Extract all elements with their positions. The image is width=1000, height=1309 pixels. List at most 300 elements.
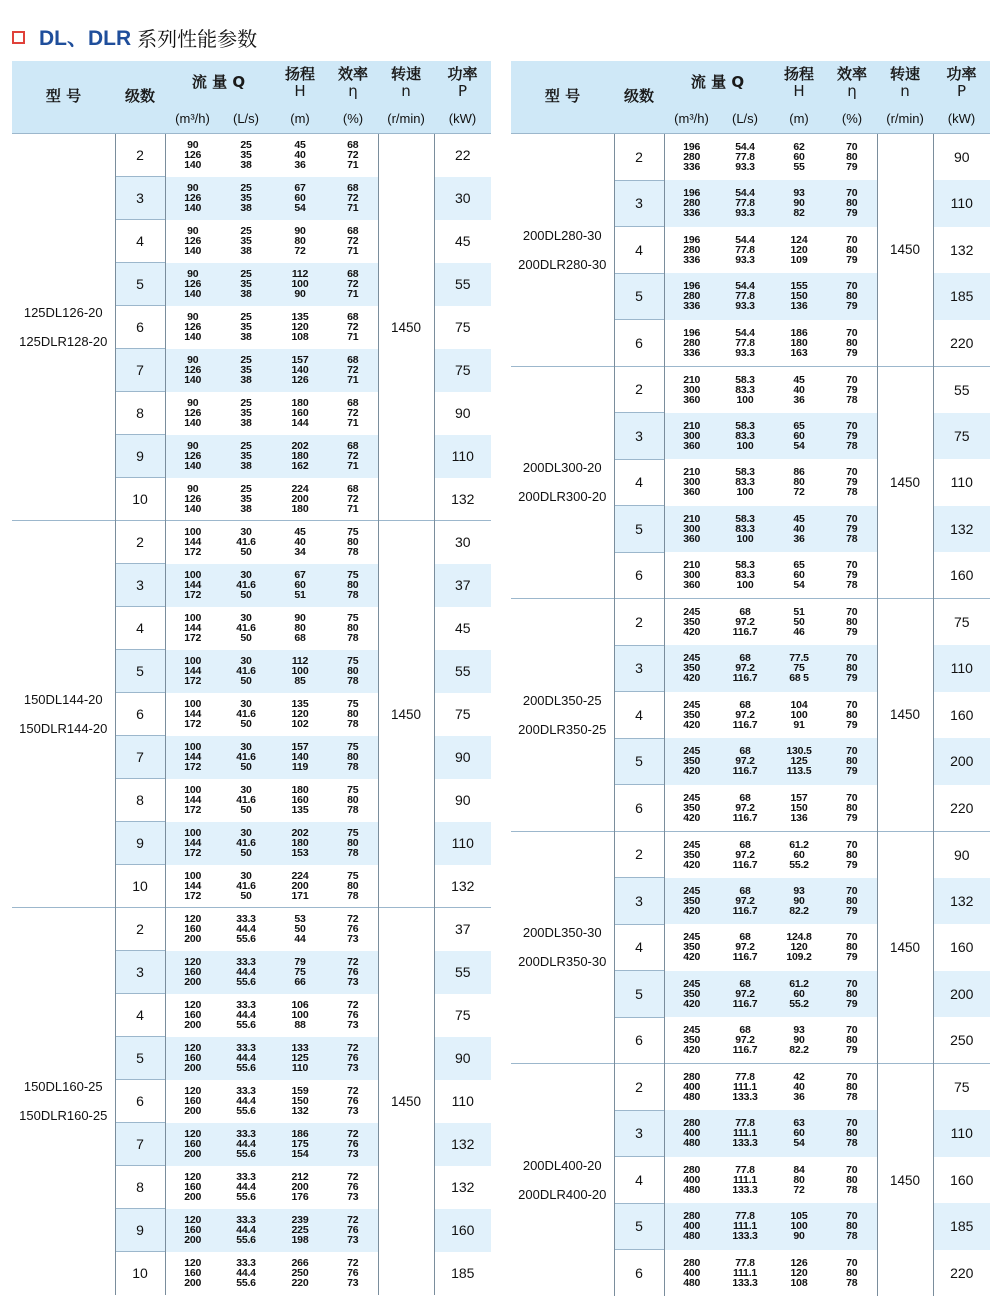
value-line: 79 — [846, 429, 858, 442]
value-line: 350 — [683, 662, 701, 675]
stage-cell: 2 — [115, 521, 165, 564]
value-line: 70 — [846, 326, 858, 339]
value-line: 162 — [291, 460, 309, 472]
value-line: 68 — [739, 1024, 751, 1036]
value-line: 36 — [793, 1091, 805, 1103]
value-line: 33.3 — [236, 956, 256, 968]
value-line: 70 — [846, 1071, 858, 1083]
title-series: DL、DLR — [39, 27, 132, 50]
stage-cell: 6 — [614, 552, 664, 599]
header-power — [434, 61, 491, 105]
value-line: 44.4 — [236, 1095, 256, 1107]
flow-m3h-cell — [165, 349, 220, 392]
value-line: 70 — [846, 1117, 858, 1130]
value-line: 280 — [683, 1071, 701, 1083]
stage-cell: 2 — [115, 908, 165, 951]
power-cell: 90 — [434, 779, 491, 822]
value-line: 68 — [739, 745, 751, 758]
value-line: 210 — [683, 559, 701, 571]
value-line: 350 — [683, 848, 701, 861]
value-line: 78 — [846, 1091, 858, 1103]
value-line: 116.7 — [732, 997, 758, 1010]
value-line: 480 — [683, 1230, 701, 1243]
efficiency-cell — [827, 552, 877, 599]
value-line: 75 — [347, 741, 359, 753]
value-line: 72 — [347, 492, 359, 505]
value-line: 104 — [790, 698, 808, 711]
header-eff-symbol: η — [847, 82, 857, 100]
value-line: 196 — [683, 187, 701, 200]
value-line: 77.8 — [735, 290, 755, 303]
flow-m3h-cell — [165, 177, 220, 220]
value-line: 68 5 — [789, 672, 809, 685]
value-line: 198 — [291, 1234, 309, 1246]
head-cell — [771, 273, 827, 320]
power-cell: 160 — [933, 552, 990, 599]
value-line: 80 — [347, 665, 359, 677]
value-line: 480 — [683, 1091, 701, 1103]
value-line: 75 — [347, 827, 359, 839]
power-cell: 132 — [434, 478, 491, 521]
stage-cell: 7 — [115, 1123, 165, 1166]
head-cell — [771, 1250, 827, 1297]
head-cell — [272, 1166, 328, 1209]
power-cell: 220 — [933, 1250, 990, 1297]
power-cell: 110 — [933, 1110, 990, 1157]
head-cell — [272, 349, 328, 392]
value-line: 76 — [347, 1095, 359, 1107]
flow-ls-cell — [220, 177, 272, 220]
value-line: 72 — [347, 149, 359, 162]
power-cell: 75 — [434, 349, 491, 392]
value-line: 72 — [347, 913, 359, 926]
flow-ls-cell — [220, 693, 272, 736]
flow-ls-cell — [220, 908, 272, 951]
stage-cell: 5 — [614, 738, 664, 785]
flow-m3h-cell — [165, 1166, 220, 1209]
value-line: 78 — [347, 889, 359, 902]
header-head-symbol: H — [793, 82, 805, 100]
value-line: 80 — [846, 1127, 858, 1140]
flow-m3h-cell — [664, 1064, 719, 1111]
power-cell: 90 — [933, 134, 990, 181]
power-cell: 110 — [434, 1080, 491, 1123]
value-line: 80 — [846, 197, 858, 210]
value-line: 35 — [240, 450, 252, 462]
value-line: 97.2 — [735, 894, 755, 907]
value-line: 202 — [291, 827, 309, 839]
value-line: 78 — [846, 393, 858, 406]
flow-ls-cell — [719, 599, 771, 646]
value-line: 80 — [294, 235, 306, 247]
value-line: 71 — [347, 202, 359, 214]
model-cell — [511, 599, 614, 832]
stage-cell: 6 — [614, 785, 664, 832]
value-line: 172 — [184, 804, 202, 816]
value-line: 70 — [846, 977, 858, 990]
value-line: 110 — [291, 1062, 309, 1074]
value-line: 172 — [184, 847, 202, 859]
value-line: 120 — [184, 956, 202, 968]
header-power-label: 功率 — [946, 64, 977, 83]
value-line: 100 — [184, 869, 202, 882]
value-line: 68 — [739, 652, 751, 665]
value-line: 41.6 — [236, 579, 256, 591]
value-line: 38 — [240, 288, 252, 300]
head-cell — [771, 1157, 827, 1204]
model-name-dlr: 200DLR280-30 — [518, 256, 607, 272]
power-cell: 75 — [933, 599, 990, 646]
flow-ls-cell — [220, 134, 272, 177]
stage-cell: 6 — [115, 1080, 165, 1123]
value-line: 100 — [736, 439, 754, 452]
value-line: 54.4 — [735, 187, 755, 200]
value-line: 70 — [846, 1163, 858, 1176]
value-line: 72 — [793, 1183, 805, 1196]
value-line: 77.8 — [735, 1210, 755, 1223]
value-line: 55.6 — [236, 1105, 256, 1117]
value-line: 33.3 — [236, 1171, 256, 1183]
value-line: 41.6 — [236, 622, 256, 634]
power-cell: 132 — [933, 506, 990, 553]
stage-cell: 8 — [115, 392, 165, 435]
model-cell — [511, 1064, 614, 1297]
flow-m3h-cell — [664, 924, 719, 971]
flow-ls-cell — [719, 552, 771, 599]
value-line: 133.3 — [732, 1230, 758, 1243]
value-line: 80 — [846, 1266, 858, 1279]
value-line: 79 — [846, 904, 858, 917]
value-line: 25 — [240, 225, 252, 237]
flow-m3h-cell — [664, 1203, 719, 1250]
value-line: 75 — [294, 966, 306, 978]
header-power-label: 功率 — [447, 64, 478, 83]
value-line: 25 — [240, 440, 252, 452]
value-line: 400 — [683, 1220, 701, 1233]
value-line: 46 — [793, 626, 805, 638]
efficiency-cell — [328, 564, 378, 607]
flow-ls-cell — [220, 478, 272, 521]
header-flow: 流 量 Q — [664, 61, 771, 105]
header-head — [272, 61, 328, 105]
stage-cell: 3 — [115, 951, 165, 994]
value-line: 36 — [294, 159, 306, 172]
value-line: 157 — [291, 741, 309, 753]
value-line: 196 — [683, 280, 701, 293]
value-line: 80 — [294, 622, 306, 634]
value-line: 72 — [347, 235, 359, 247]
stage-cell: 2 — [614, 831, 664, 878]
value-line: 70 — [846, 791, 858, 804]
unit-u-eff: (%) — [827, 105, 877, 134]
value-line: 480 — [683, 1276, 701, 1289]
value-line: 420 — [683, 811, 701, 824]
value-line: 116.7 — [732, 718, 758, 731]
head-cell — [272, 564, 328, 607]
value-line: 350 — [683, 941, 701, 954]
value-line: 55.2 — [789, 858, 809, 871]
value-line: 245 — [683, 1024, 701, 1036]
efficiency-cell — [827, 971, 877, 1018]
value-line: 93.3 — [735, 300, 755, 313]
value-line: 25 — [240, 182, 252, 194]
value-line: 40 — [294, 149, 306, 162]
value-line: 120 — [291, 321, 309, 333]
flow-m3h-cell — [165, 693, 220, 736]
head-cell — [272, 693, 328, 736]
value-line: 60 — [793, 569, 805, 581]
value-line: 44.4 — [236, 1224, 256, 1236]
value-line: 159 — [291, 1085, 309, 1097]
value-line: 68 — [347, 354, 359, 366]
value-line: 245 — [683, 977, 701, 990]
stage-cell: 4 — [115, 994, 165, 1037]
value-line: 36 — [793, 532, 805, 545]
stage-cell: 4 — [614, 227, 664, 274]
power-cell: 160 — [434, 1209, 491, 1252]
value-line: 100 — [291, 665, 309, 677]
value-line: 76 — [347, 1224, 359, 1236]
value-line: 116.7 — [732, 951, 758, 964]
value-line: 163 — [790, 346, 808, 359]
value-line: 400 — [683, 1127, 701, 1140]
value-line: 350 — [683, 801, 701, 814]
power-cell: 55 — [434, 263, 491, 306]
head-cell — [771, 1110, 827, 1157]
value-line: 140 — [291, 751, 309, 763]
value-line: 350 — [683, 987, 701, 1000]
value-line: 420 — [683, 626, 701, 638]
power-cell: 132 — [933, 227, 990, 274]
table-row — [12, 521, 491, 564]
head-cell — [272, 908, 328, 951]
value-line: 61.2 — [789, 838, 809, 851]
value-line: 30 — [240, 526, 252, 539]
value-line: 38 — [240, 202, 252, 214]
value-line: 124.8 — [786, 931, 812, 944]
efficiency-cell — [328, 220, 378, 263]
value-line: 70 — [846, 698, 858, 711]
value-line: 83.3 — [735, 522, 755, 535]
stage-cell: 2 — [614, 599, 664, 646]
value-line: 100 — [736, 393, 754, 406]
value-line: 83.3 — [735, 569, 755, 581]
value-line: 116.7 — [732, 765, 758, 778]
value-line: 140 — [184, 502, 202, 515]
unit-u-power: (kW) — [434, 105, 491, 134]
value-line: 172 — [184, 718, 202, 730]
value-line: 71 — [347, 417, 359, 429]
efficiency-cell — [827, 692, 877, 739]
value-line: 360 — [683, 486, 701, 499]
model-cell — [12, 134, 115, 521]
value-line: 116.7 — [732, 858, 758, 871]
value-line: 90 — [187, 440, 199, 452]
value-line: 41.6 — [236, 751, 256, 763]
value-line: 400 — [683, 1081, 701, 1093]
value-line: 44.4 — [236, 1138, 256, 1150]
power-cell: 55 — [434, 650, 491, 693]
value-line: 54.4 — [735, 326, 755, 339]
head-cell — [272, 607, 328, 650]
value-line: 67 — [294, 182, 306, 194]
value-line: 140 — [184, 460, 202, 472]
value-line: 420 — [683, 1044, 701, 1056]
head-cell — [771, 413, 827, 460]
value-line: 210 — [683, 512, 701, 525]
value-line: 150 — [790, 801, 808, 814]
flow-m3h-cell — [165, 435, 220, 478]
head-cell — [771, 599, 827, 646]
value-line: 73 — [347, 1234, 359, 1246]
value-line: 71 — [347, 288, 359, 300]
stage-cell: 9 — [115, 435, 165, 478]
value-line: 420 — [683, 718, 701, 731]
power-cell: 132 — [933, 878, 990, 925]
value-line: 30 — [240, 869, 252, 882]
value-line: 120 — [291, 708, 309, 720]
value-line: 40 — [793, 383, 805, 396]
value-line: 186 — [291, 1128, 309, 1140]
flow-m3h-cell — [165, 650, 220, 693]
value-line: 71 — [347, 460, 359, 472]
value-line: 200 — [184, 933, 202, 946]
efficiency-cell — [827, 738, 877, 785]
power-cell: 90 — [434, 1037, 491, 1080]
value-line: 120 — [184, 1085, 202, 1097]
flow-m3h-cell — [165, 865, 220, 908]
model-name-dl: 150DL160-25 — [23, 1079, 103, 1095]
value-line: 172 — [184, 589, 202, 601]
efficiency-cell — [328, 908, 378, 951]
value-line: 73 — [347, 1148, 359, 1160]
value-line: 80 — [846, 243, 858, 256]
model-cell — [511, 831, 614, 1064]
value-line: 360 — [683, 579, 701, 591]
value-line: 80 — [846, 151, 858, 163]
flow-ls-cell — [719, 320, 771, 367]
value-line: 108 — [291, 331, 309, 343]
head-cell — [771, 180, 827, 227]
value-line: 51 — [294, 589, 306, 601]
value-line: 80 — [846, 290, 858, 303]
head-cell — [272, 306, 328, 349]
value-line: 93.3 — [735, 207, 755, 220]
value-line: 78 — [347, 718, 359, 730]
head-cell — [272, 220, 328, 263]
stage-cell: 5 — [614, 506, 664, 553]
model-name-dl: 200DL300-20 — [522, 460, 602, 476]
value-line: 280 — [683, 197, 701, 210]
value-line: 97.2 — [735, 848, 755, 861]
value-line: 140 — [184, 374, 202, 386]
flow-m3h-cell — [664, 273, 719, 320]
value-line: 41.6 — [236, 794, 256, 806]
efficiency-cell — [827, 878, 877, 925]
value-line: 116.7 — [732, 1044, 758, 1056]
value-line: 66 — [294, 976, 306, 988]
model-name-dlr: 125DLR128-20 — [19, 334, 108, 349]
power-cell: 30 — [434, 177, 491, 220]
value-line: 109.2 — [786, 951, 812, 964]
value-line: 75 — [347, 569, 359, 581]
value-line: 111.1 — [732, 1081, 758, 1093]
value-line: 72 — [347, 1257, 359, 1269]
value-line: 245 — [683, 884, 701, 897]
head-cell — [771, 692, 827, 739]
power-cell: 200 — [933, 738, 990, 785]
flow-m3h-cell — [664, 1157, 719, 1204]
stage-cell: 2 — [614, 366, 664, 413]
flow-ls-cell — [719, 645, 771, 692]
value-line: 76 — [347, 1138, 359, 1150]
power-cell: 185 — [933, 273, 990, 320]
power-cell: 132 — [434, 1123, 491, 1166]
value-line: 68 — [347, 182, 359, 194]
value-line: 80 — [846, 1081, 858, 1093]
stage-cell: 6 — [614, 1017, 664, 1064]
power-cell: 30 — [434, 521, 491, 564]
value-line: 350 — [683, 708, 701, 721]
value-line: 44.4 — [236, 966, 256, 978]
value-line: 420 — [683, 951, 701, 964]
header-speed — [378, 61, 434, 105]
value-line: 80 — [846, 801, 858, 814]
value-line: 58.3 — [735, 419, 755, 432]
value-line: 140 — [291, 364, 309, 376]
value-line: 112 — [291, 268, 309, 280]
value-line: 100 — [736, 486, 754, 499]
efficiency-cell — [827, 506, 877, 553]
value-line: 61.2 — [789, 977, 809, 990]
flow-ls-cell — [220, 220, 272, 263]
value-line: 245 — [683, 791, 701, 804]
value-line: 160 — [184, 1267, 202, 1279]
efficiency-cell — [328, 779, 378, 822]
header-stage: 级数 — [614, 61, 664, 134]
value-line: 135 — [291, 698, 309, 710]
value-line: 111.1 — [732, 1173, 758, 1186]
value-line: 97.2 — [735, 941, 755, 954]
value-line: 63 — [793, 1117, 805, 1130]
speed-cell: 1450 — [877, 1064, 933, 1297]
value-line: 80 — [347, 794, 359, 806]
value-line: 60 — [793, 151, 805, 163]
value-line: 172 — [184, 632, 202, 644]
power-cell: 75 — [933, 1064, 990, 1111]
value-line: 100 — [184, 698, 202, 710]
value-line: 72 — [347, 192, 359, 204]
value-line: 68 — [739, 791, 751, 804]
value-line: 120 — [184, 913, 202, 926]
flow-ls-cell — [719, 459, 771, 506]
value-line: 93.3 — [735, 346, 755, 359]
value-line: 55.6 — [236, 1062, 256, 1074]
flow-ls-cell — [719, 273, 771, 320]
value-line: 150 — [291, 1095, 309, 1107]
value-line: 78 — [846, 579, 858, 591]
flow-m3h-cell — [165, 1209, 220, 1252]
value-line: 79 — [846, 672, 858, 685]
value-line: 202 — [291, 440, 309, 452]
value-line: 79 — [846, 161, 858, 173]
value-line: 78 — [846, 1230, 858, 1243]
value-line: 33.3 — [236, 1257, 256, 1269]
value-line: 245 — [683, 931, 701, 944]
value-line: 70 — [846, 512, 858, 525]
value-line: 44.4 — [236, 923, 256, 936]
stage-cell: 3 — [614, 1110, 664, 1157]
